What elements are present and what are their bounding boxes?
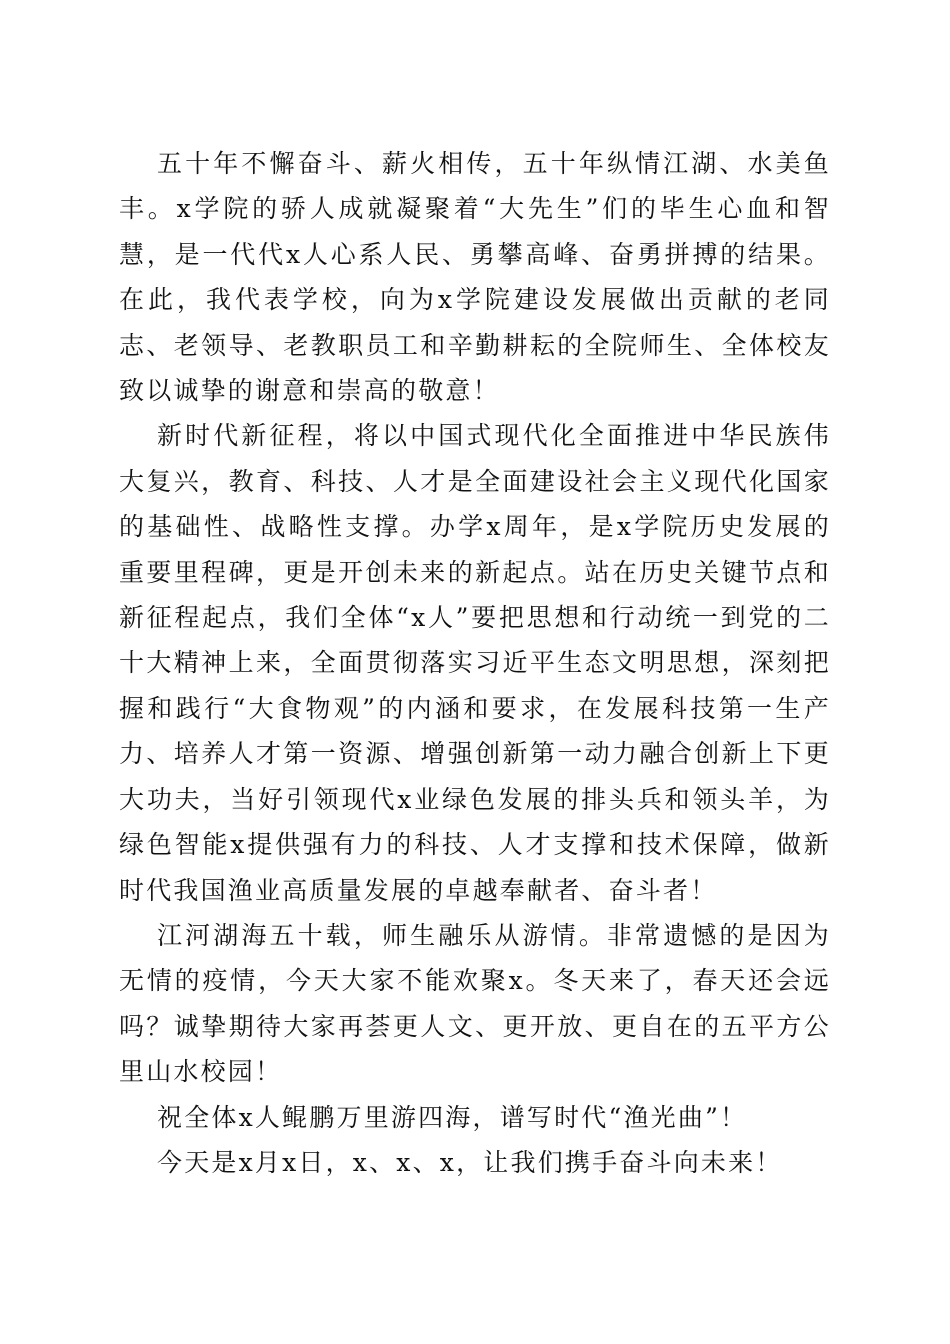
paragraph-closing: 今天是x月x日，x、x、x，让我们携手奋斗向未来！ — [157, 1147, 783, 1177]
document-body — [119, 141, 831, 1185]
paragraph-new-era: 新时代新征程，将以中国式现代化全面推进中华民族伟大复兴，教育、科技、人才是全面建设社会主义现代化国家的基础性、战略性支撑。办学x周年，是x学院历史发展的重要里程碑，更是开创未来的新起点。站在历史关键节点和新征程起点，我们全体“x人”要把思想和行动统一到党的二十大精神上来，全面贯彻落实习近平生态文明思想，深刻把握和践行“大食物观”的内涵和要求，在发展科技第一生产力、培养人才第一资源、增强创新第一动力融合创新上下更大功夫，当好引领现代x业绿色发展的排头兵和领头羊，为绿色智能x提供强有力的科技、人才支撑和技术保障，做新时代我国渔业高质量发展的卓越奉献者、奋斗者！ — [119, 421, 831, 905]
paragraph-tribute: 五十年不懈奋斗、薪火相传，五十年纵情江湖、水美鱼丰。x学院的骄人成就凝聚着“大先生”们的毕生心血和智慧，是一代代x人心系人民、勇攀高峰、奋勇拼搏的结果。在此，我代表学校，向为x学院建设发展做出贡献的老同志、老领导、老教职员工和辛勤耕耘的全院师生、全体校友致以诚挚的谢意和崇高的敬意！ — [119, 149, 831, 406]
paragraph-regret: 江河湖海五十载，师生融乐从游情。非常遗憾的是因为无情的疫情，今天大家不能欢聚x。冬天来了，春天还会远吗？诚挚期待大家再荟更人文、更开放、更自在的五平方公里山水校园！ — [119, 920, 831, 1087]
paragraph-blessing: 祝全体x人鲲鹏万里游四海，谱写时代“渔光曲”！ — [157, 1102, 748, 1132]
